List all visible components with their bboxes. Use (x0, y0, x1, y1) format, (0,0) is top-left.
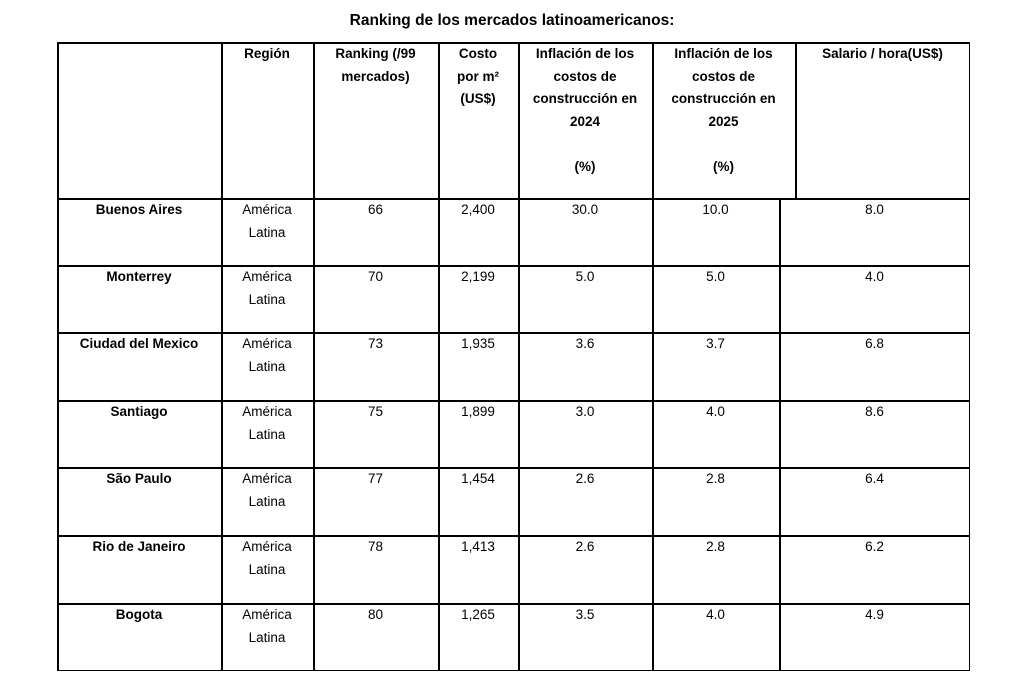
cell-salary: 4.9 (865, 607, 884, 622)
cell-region: América Latina (242, 539, 292, 577)
cell-ranking: 80 (367, 607, 384, 622)
cell-cost: 2,199 (461, 269, 495, 284)
cell-region: América Latina (242, 607, 292, 645)
cell-inflation-2025: 4.0 (706, 607, 725, 622)
header-inflation-2025: Inflación de los costos de construcción en 2025 (%) (671, 46, 776, 174)
header-region: Región (244, 46, 290, 61)
cell-city: Ciudad del Mexico (79, 336, 199, 351)
cell-inflation-2024: 2.6 (575, 471, 595, 486)
cell-salary: 6.2 (865, 539, 884, 554)
cell-ranking: 78 (367, 539, 384, 554)
cell-region: América Latina (242, 404, 292, 442)
cell-ranking: 70 (367, 269, 384, 284)
cell-cost: 2,400 (461, 202, 495, 217)
cell-inflation-2024: 5.0 (575, 269, 595, 284)
cell-region: América Latina (242, 269, 292, 307)
cell-city: Bogota (115, 607, 163, 622)
cell-city: Buenos Aires (95, 202, 183, 217)
cell-salary: 8.6 (865, 404, 884, 419)
cell-salary: 8.0 (865, 202, 884, 217)
cell-salary: 6.4 (865, 471, 884, 486)
cell-city: São Paulo (106, 471, 172, 486)
cell-region: América Latina (242, 202, 292, 240)
cell-inflation-2025: 5.0 (706, 269, 725, 284)
cell-ranking: 73 (367, 336, 384, 351)
cell-salary: 4.0 (865, 269, 884, 284)
cell-inflation-2024: 3.6 (575, 336, 595, 351)
cell-cost: 1,899 (461, 404, 495, 419)
cell-ranking: 66 (367, 202, 384, 217)
cell-region: América Latina (242, 471, 292, 509)
table-rule-v (57, 42, 59, 198)
cell-city: Monterrey (106, 269, 172, 284)
cell-ranking: 77 (367, 471, 384, 486)
cell-cost: 1,265 (461, 607, 495, 622)
markets-table (57, 42, 970, 671)
cell-inflation-2025: 2.8 (706, 471, 725, 486)
cell-cost: 1,935 (461, 336, 495, 351)
cell-ranking: 75 (367, 404, 384, 419)
cell-city: Santiago (110, 404, 168, 419)
table-rule-h (57, 670, 970, 672)
cell-inflation-2024: 30.0 (571, 202, 599, 217)
page-title: Ranking de los mercados latinoamericanos: (349, 12, 675, 29)
cell-cost: 1,454 (461, 471, 495, 486)
header-inflation-2024: Inflación de los costos de construcción en 2024 (%) (532, 46, 638, 174)
cell-inflation-2025: 10.0 (702, 202, 729, 217)
cell-inflation-2024: 2.6 (575, 539, 595, 554)
cell-cost: 1,413 (461, 539, 495, 554)
cell-inflation-2025: 3.7 (706, 336, 725, 351)
cell-inflation-2024: 3.5 (575, 607, 595, 622)
header-cost: Costo por m² (US$) (457, 46, 499, 106)
header-ranking: Ranking (/99 mercados) (335, 46, 416, 84)
header-salary: Salario / hora(US$) (822, 46, 943, 61)
cell-inflation-2025: 4.0 (706, 404, 725, 419)
cell-region: América Latina (242, 336, 292, 374)
cell-inflation-2025: 2.8 (706, 539, 725, 554)
cell-salary: 6.8 (865, 336, 884, 351)
cell-city: Rio de Janeiro (92, 539, 186, 554)
cell-inflation-2024: 3.0 (575, 404, 595, 419)
